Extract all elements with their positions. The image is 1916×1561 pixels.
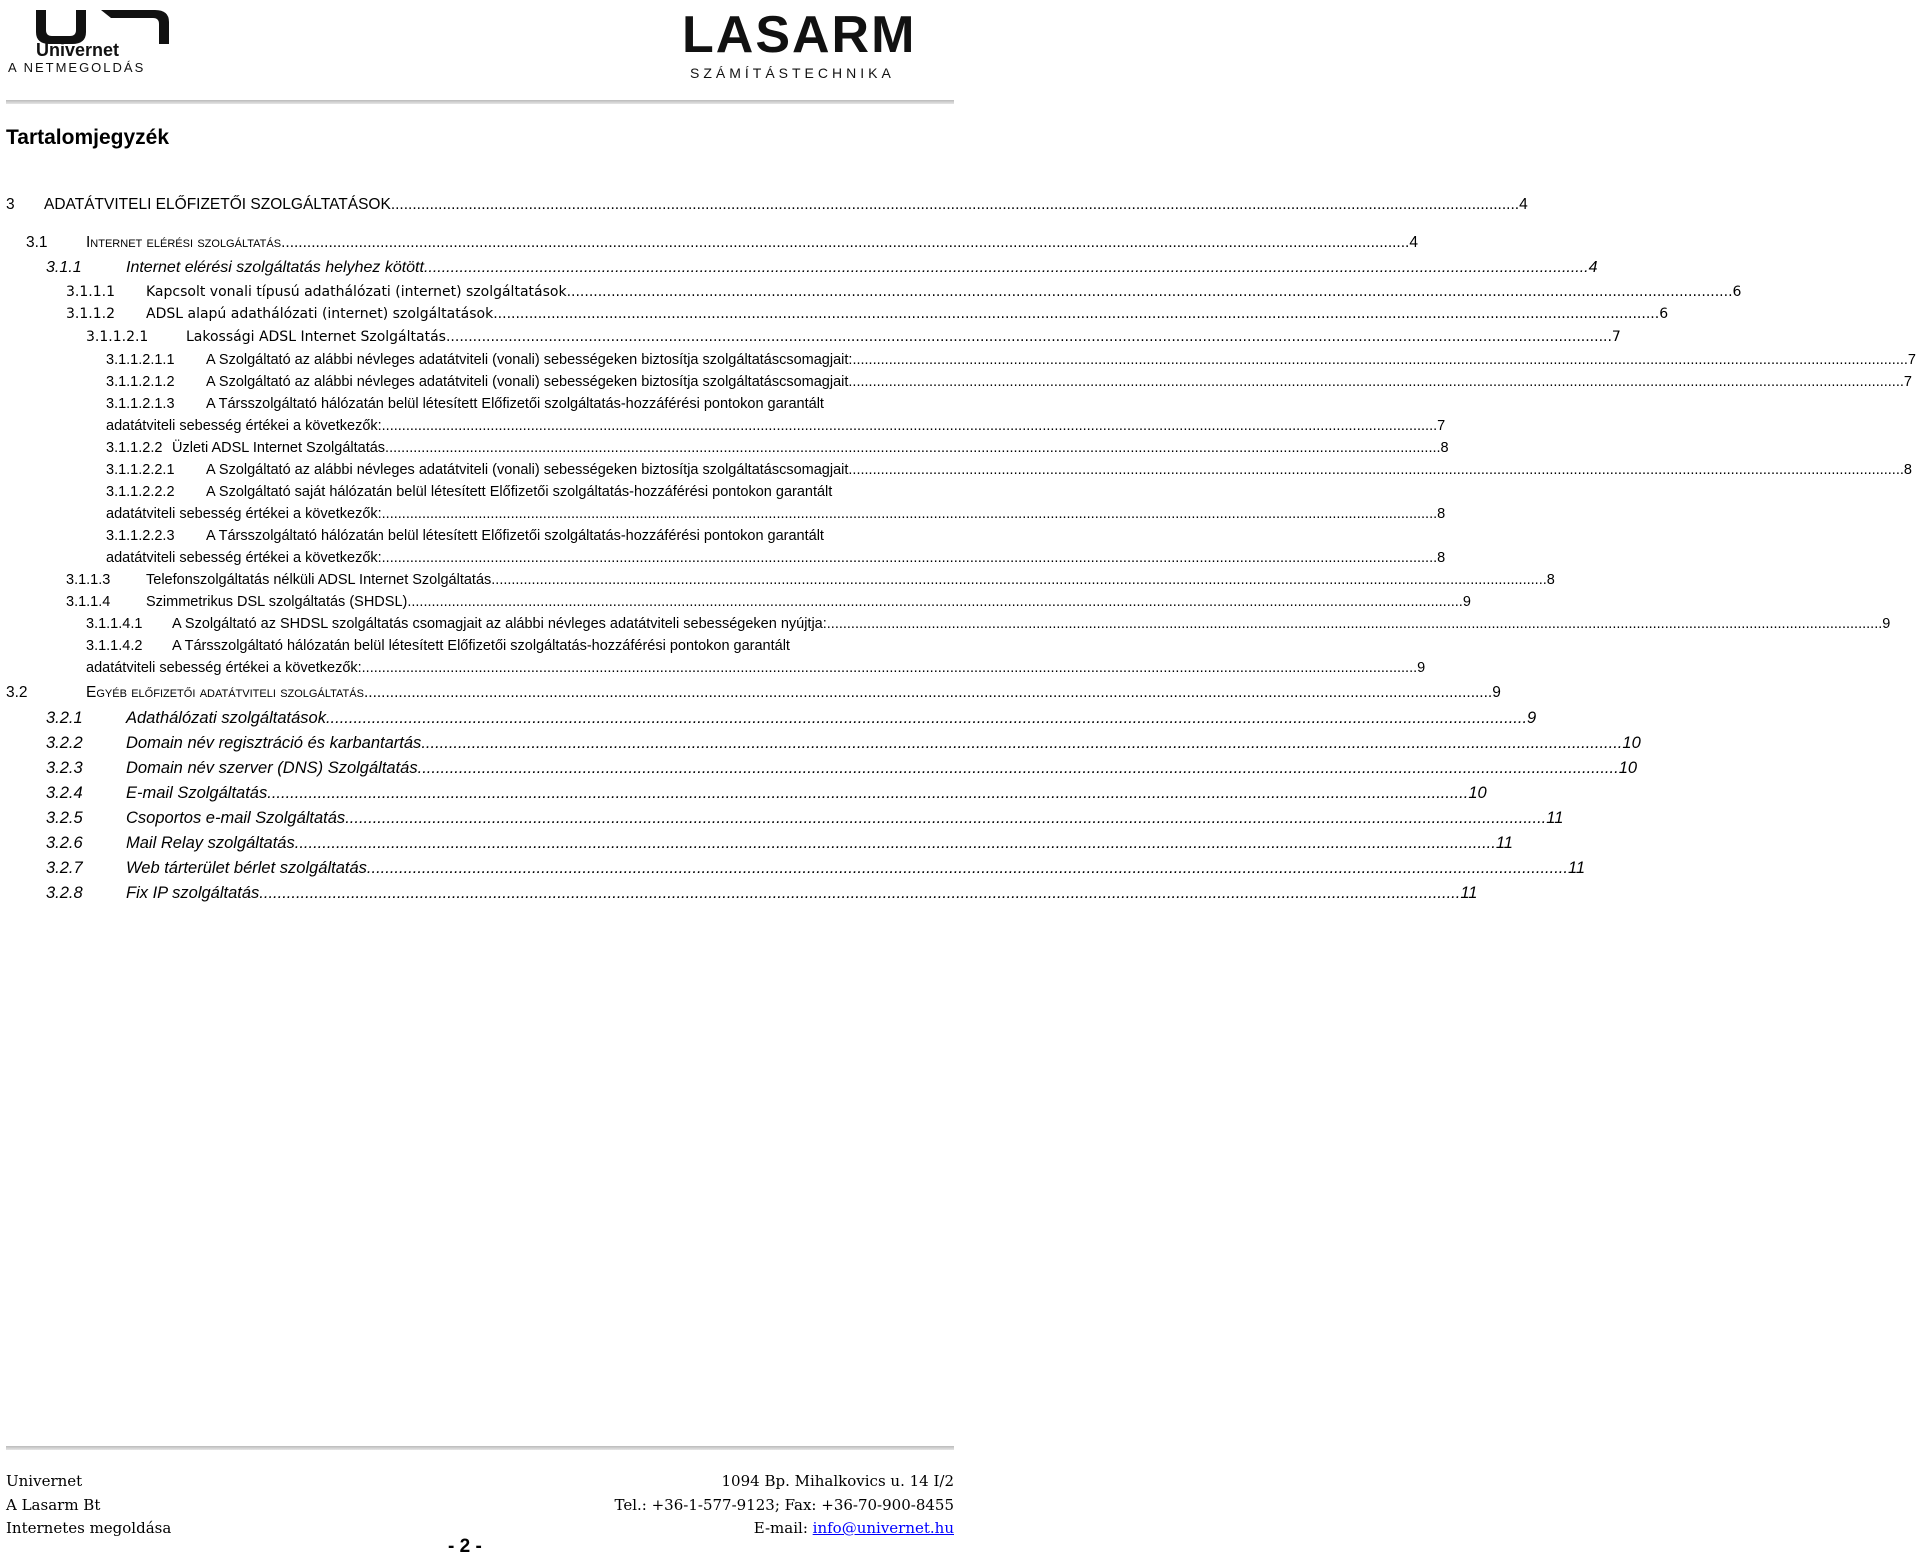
toc-entry-text: E-mail Szolgáltatás [126,784,268,802]
toc-entry[interactable] [46,834,1513,853]
toc-entry[interactable] [106,374,1912,390]
toc-entry-number: 3.2.4 [46,784,83,802]
toc-entry-number: 3.2.7 [46,859,83,877]
toc-leader [418,759,1619,778]
toc-entry-text: Domain név regisztráció és karbantartás [126,734,422,752]
footer-owner: A Lasarm Bt [6,1496,101,1514]
toc-entry-number: 3 [6,196,15,213]
toc-entry-page: 9 [1527,709,1537,727]
toc-entry-page: 10 [1468,784,1487,802]
page-number: - 2 - [448,1536,482,1557]
toc-entry[interactable] [66,572,1555,588]
toc-entry[interactable] [106,484,956,500]
toc-entry[interactable] [6,196,1528,214]
toc-entry-page: 7 [1907,352,1916,368]
toc-entry-page: 8 [1437,550,1446,566]
footer-divider [6,1446,954,1450]
toc-entry-number: 3.2.6 [46,834,83,852]
toc-entry-number: 3.1.1.2.1.3 [106,396,175,412]
toc-leader [491,572,1546,588]
toc-entry-page: 9 [1417,660,1426,676]
toc-entry-number: 3.1.1.2.1.2 [106,374,175,390]
toc-entry-page: 10 [1622,734,1641,752]
toc-leader [364,684,1492,702]
toc-entry-number: 3.2.2 [46,734,83,752]
toc-leader [493,306,1659,322]
toc-entry-page: 11 [1546,809,1564,827]
toc-entry-page: 7 [1437,418,1446,434]
toc-entry-page: 4 [1588,259,1598,276]
logo-left-tagline: A NETMEGOLDÁS [8,60,146,75]
toc-entry-text: Szimmetrikus DSL szolgáltatás (SHDSL) [146,594,408,610]
toc-entry-text: A Társszolgáltató hálózatán belül létesített Előfizetői szolgáltatás-hozzáférési pontokon garantált [206,528,824,544]
footer-company: Univernet [6,1472,83,1490]
toc-entry-text: Web tárterület bérlet szolgáltatás [126,859,367,877]
toc-entry-text: Domain név szerver (DNS) Szolgáltatás [126,759,418,777]
toc-leader [391,196,1519,214]
toc-entry-number: 3.1.1.2.2.3 [106,528,175,544]
toc-entry-page: 8 [1546,572,1555,588]
toc-entry-text: Mail Relay szolgáltatás [126,834,295,852]
toc-entry[interactable] [6,684,1501,702]
toc-entry[interactable] [46,709,1537,728]
toc-entry-number: 3.1.1 [46,259,82,276]
toc-entry[interactable] [86,638,956,654]
toc-entry[interactable] [106,462,1912,478]
toc-entry[interactable] [46,884,1478,903]
toc-entry-text: adatátviteli sebesség értékei a következők: [86,660,362,676]
toc-entry-text: A Társszolgáltató hálózatán belül létesített Előfizetői szolgáltatás-hozzáférési pontokon garantált [172,638,790,654]
toc-entry[interactable] [66,594,1471,610]
toc-entry-text: A Szolgáltató az SHDSL szolgáltatás csomagjait az alábbi névleges adatátviteli sebességeken nyújtja: [172,616,827,632]
toc-entry-number: 3.1.1.3 [66,572,111,588]
toc-entry-page: 11 [1567,859,1586,877]
toc-entry-continuation[interactable] [106,550,1446,566]
toc-entry-number: 3.1.1.2.1 [86,329,149,345]
toc-leader [446,329,1612,345]
toc-entry[interactable] [106,440,1449,456]
toc-entry-page: 11 [1460,884,1478,902]
toc-entry-page: 4 [1409,234,1418,251]
toc-entry-page: 10 [1618,759,1638,777]
toc-leader [326,709,1527,728]
toc-entry-page: 7 [1611,329,1621,345]
toc-leader [259,884,1460,903]
toc-entry-text: ADATÁTVITELI ELŐFIZETŐI SZOLGÁLTATÁSOK [44,196,391,213]
toc-entry-text: A Szolgáltató az alábbi névleges adatátviteli (vonali) sebességeken biztosítja szolgáltatáscsomagjait: [206,352,853,368]
toc-entry-page: 9 [1492,684,1501,701]
toc-entry[interactable] [46,809,1564,828]
toc-leader [385,440,1440,456]
toc-entry[interactable] [106,352,1916,368]
toc-entry-page: 6 [1732,284,1742,300]
logo-right-name: LASARM [682,6,917,64]
toc-entry-number: 3.1.1.2.2 [106,440,163,456]
toc-entry-number: 3.1.1.2.1.1 [106,352,175,368]
toc-entry[interactable] [86,329,1621,345]
toc-entry-page: 4 [1519,196,1528,213]
toc-entry[interactable] [46,784,1487,803]
toc-leader [362,660,1417,676]
toc-leader [267,784,1468,803]
footer-email-label: E-mail: [753,1519,813,1537]
toc-entry-number: 3.2.1 [46,709,83,727]
toc-entry[interactable] [46,759,1638,778]
lasarm-logo [682,4,956,84]
toc-leader [407,594,1462,610]
logo-right-tagline: SZÁMÍTÁSTECHNIKA [690,65,895,81]
toc-entry[interactable] [46,734,1641,753]
toc-entry-page: 11 [1495,834,1513,852]
toc-entry-number: 3.1.1.4.1 [86,616,143,632]
toc-entry-number: 3.1 [26,234,48,251]
toc-entry-text: ADSL alapú adathálózati (internet) szolgáltatások [146,306,494,322]
toc-entry-number: 3.1.1.1 [66,284,115,300]
toc-entry-text: adatátviteli sebesség értékei a következők: [106,418,382,434]
toc-entry[interactable] [26,234,1418,252]
toc-entry-page: 8 [1437,506,1446,522]
toc-entry[interactable] [66,306,1669,322]
toc-entry-number: 3.2 [6,684,28,701]
toc-leader [421,734,1622,753]
toc-entry-text: Internet elérési szolgáltatás helyhez kötött [126,259,424,276]
toc-entry-text: Internet elérési szolgáltatás [86,234,282,251]
toc-leader [295,834,1496,853]
toc-entry-number: 3.1.1.4 [66,594,111,610]
toc-leader [367,859,1568,878]
toc-entry-text: adatátviteli sebesség értékei a következők: [106,550,382,566]
toc-entry-continuation[interactable] [86,660,1426,676]
toc-entry-page: 9 [1462,594,1471,610]
toc-entry-text: Csoportos e-mail Szolgáltatás [126,809,346,827]
toc-entry-continuation[interactable] [106,418,1446,434]
toc-entry-text: A Szolgáltató az alábbi névleges adatátviteli (vonali) sebességeken biztosítja szolgáltatáscsomagjait [206,462,849,478]
toc-entry-text: Üzleti ADSL Internet Szolgáltatás [172,440,386,456]
footer-address: 1094 Bp. Mihalkovics u. 14 I/2 [721,1472,954,1490]
footer-tagline: Internetes megoldása [6,1519,172,1537]
toc-entry-number: 3.2.8 [46,884,83,902]
toc-entry-number: 3.2.5 [46,809,83,827]
toc-entry-page: 8 [1903,462,1912,478]
toc-entry-page: 7 [1903,374,1912,390]
toc-leader [852,352,1907,368]
toc-leader [567,284,1733,300]
toc-leader [345,809,1546,828]
toc-leader [424,259,1589,277]
toc-leader [848,374,1903,390]
toc-entry-text: Lakossági ADSL Internet Szolgáltatás [186,329,446,345]
toc-entry-number: 3.1.1.2.2.1 [106,462,175,478]
toc-leader [848,462,1903,478]
toc-entry[interactable] [46,259,1598,277]
toc-entry-text: Telefonszolgáltatás nélküli ADSL Internet Szolgáltatás [146,572,492,588]
footer-email-link[interactable]: info@univernet.hu [812,1519,954,1537]
toc-entry-page: 9 [1882,616,1891,632]
toc-entry[interactable] [46,859,1586,878]
toc-entry-page: 8 [1440,440,1449,456]
toc-entry-text: A Szolgáltató saját hálózatán belül létesített Előfizetői szolgáltatás-hozzáférési pontokon garantált [206,484,833,500]
logo-left-name: Univernet [36,40,120,60]
toc-entry[interactable] [106,528,956,544]
toc-entry-text: Fix IP szolgáltatás [126,884,260,902]
toc-entry-text: A Társszolgáltató hálózatán belül létesített Előfizetői szolgáltatás-hozzáférési pontokon garantált [206,396,824,412]
footer-phone-fax: Tel.: +36-1-577-9123; Fax: +36-70-900-8455 [614,1496,954,1514]
toc-entry-page: 6 [1659,306,1669,322]
univernet-logo [6,4,206,74]
toc-leader [382,418,1437,434]
header-divider [6,100,954,104]
toc-entry-number: 3.1.1.2.2.2 [106,484,175,500]
toc-entry[interactable] [86,616,1891,632]
toc-entry-text: Egyéb előfizetői adatátviteli szolgáltatás [86,684,364,701]
toc-leader [827,616,1882,632]
toc-entry[interactable] [106,396,956,412]
toc-entry-text: A Szolgáltató az alábbi névleges adatátviteli (vonali) sebességeken biztosítja szolgáltatáscsomagjait [206,374,849,390]
document-title: Tartalomjegyzék [6,126,170,149]
toc-leader [382,550,1437,566]
toc-entry-number: 3.1.1.4.2 [86,638,143,654]
toc-leader [281,234,1409,252]
toc-entry-number: 3.2.3 [46,759,83,777]
toc-entry-text: Adathálózati szolgáltatások [126,709,326,727]
toc-entry[interactable] [66,284,1742,300]
toc-entry-continuation[interactable] [106,506,1446,522]
toc-leader [382,506,1437,522]
footer-email [754,1519,954,1537]
toc-entry-number: 3.1.1.2 [66,306,115,322]
toc-entry-text: adatátviteli sebesség értékei a következők: [106,506,382,522]
toc-entry-text: Kapcsolt vonali típusú adathálózati (internet) szolgáltatások [146,284,567,300]
